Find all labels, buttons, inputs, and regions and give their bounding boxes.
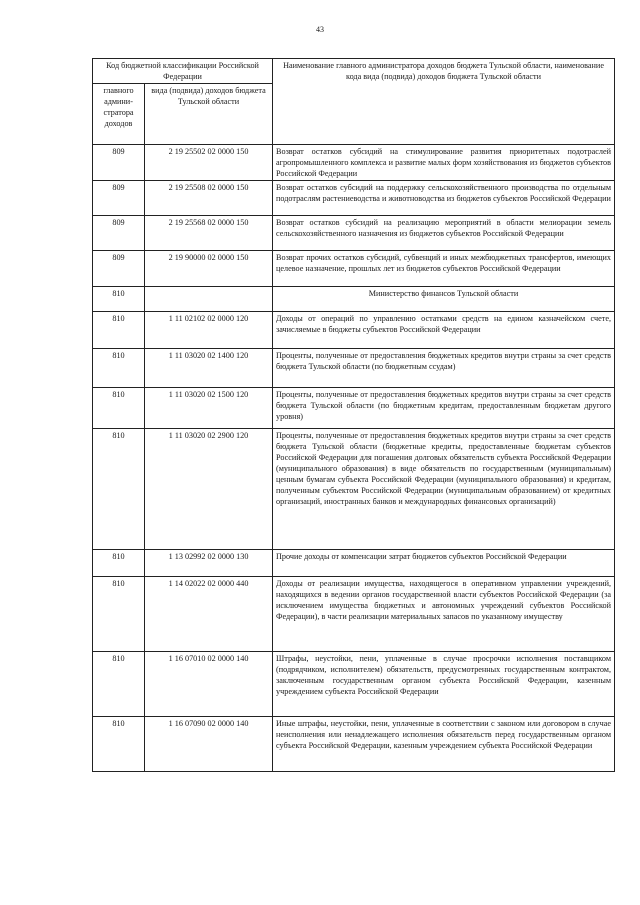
income-name-cell: Штрафы, неустойки, пени, уплаченные в случае просрочки исполнения поставщиком (подрядчиком, исполнителем) обязательств, предусмотренных государственным контрактом, заключенным государственным органом субъекта Российской Федерации, казенным учреждением субъекта Российской Федерации (273, 652, 615, 717)
ministry-name-cell: Министерство финансов Тульской области (273, 287, 615, 312)
header-administrator-name: Наименование главного администратора доходов бюджета Тульской области, наименование кода вида (подвида) доходов бюджета Тульской области (273, 59, 615, 145)
table-row (93, 216, 615, 251)
table-row (93, 388, 615, 429)
table-row (93, 429, 615, 550)
income-name-cell: Проценты, полученные от предоставления бюджетных кредитов внутри страны за счет средств бюджета Тульской области (по бюджетным ссудам) (273, 349, 615, 388)
income-name-cell: Доходы от операций по управлению остатками средств на едином казначейском счете, зачисляемые в бюджеты субъектов Российской Федерации (273, 312, 615, 349)
admin-code-cell: 809 (93, 216, 145, 251)
admin-code-cell: 810 (93, 550, 145, 577)
table-header-row (93, 59, 615, 84)
header-main-administrator: главного админи-стратора доходов (93, 84, 145, 145)
admin-code-cell: 809 (93, 181, 145, 216)
table-row (93, 251, 615, 287)
income-name-cell: Проценты, полученные от предоставления бюджетных кредитов внутри страны за счет средств бюджета Тульской области (по бюджетным кредитам, предоставленным бюджетам другого уровня) (273, 388, 615, 429)
income-code-cell: 2 19 25502 02 0000 150 (145, 145, 273, 181)
income-name-cell: Возврат остатков субсидий на стимулирование развития приоритетных подотраслей агропромышленного комплекса и развитие малых форм хозяйствования из бюджетов субъектов Российской Федерации (273, 145, 615, 181)
income-code-cell: 2 19 25568 02 0000 150 (145, 216, 273, 251)
income-name-cell: Возврат прочих остатков субсидий, субвенций и иных межбюджетных трансфертов, имеющих целевое назначение, прошлых лет из бюджетов субъектов Российской Федерации (273, 251, 615, 287)
income-code-cell: 1 11 03020 02 2900 120 (145, 429, 273, 550)
table-row (93, 181, 615, 216)
table-row (93, 550, 615, 577)
income-code-cell: 1 16 07010 02 0000 140 (145, 652, 273, 717)
admin-code-cell: 810 (93, 717, 145, 772)
table-row (93, 577, 615, 652)
income-code-cell: 1 11 03020 02 1500 120 (145, 388, 273, 429)
income-code-cell: 1 13 02992 02 0000 130 (145, 550, 273, 577)
admin-code-cell: 810 (93, 312, 145, 349)
admin-code-cell: 810 (93, 388, 145, 429)
table-row-ministry (93, 287, 615, 312)
income-name-cell: Проценты, полученные от предоставления бюджетных кредитов внутри страны за счет средств бюджета Тульской области (бюджетные кредиты, предоставленные бюджетам субъектов Российской Федерации для погашения долговых обязательств субъекта Российской Федерации (муниципального образования) в виде обязательств по государственным (муниципальным) ценным бумагам субъекта Российской Федерации (муниципального образования) и кредитам, полученным субъектом Российской Федерации (муниципальным образованием) от кредитных организаций, иностранных банков и международных финансовых организаций) (273, 429, 615, 550)
header-income-kind: вида (подвида) доходов бюджета Тульской области (145, 84, 273, 145)
income-name-cell: Доходы от реализации имущества, находящегося в оперативном управлении учреждений, находящихся в ведении органов государственной власти субъектов Российской Федерации (за исключением имущества бюджетных и автономных учреждений субъектов Российской Федерации), в части реализации материальных запасов по указанному имуществу (273, 577, 615, 652)
admin-code-cell: 810 (93, 652, 145, 717)
income-code-cell: 1 11 03020 02 1400 120 (145, 349, 273, 388)
income-name-cell: Иные штрафы, неустойки, пени, уплаченные в соответствии с законом или договором в случае неисполнения или ненадлежащего исполнения обязательств перед государственным органом субъекта Российской Федерации, казенным учреждением субъекта Российской Федерации (273, 717, 615, 772)
income-code-cell: 2 19 25508 02 0000 150 (145, 181, 273, 216)
income-code-cell: 1 11 02102 02 0000 120 (145, 312, 273, 349)
admin-code-cell: 809 (93, 145, 145, 181)
admin-code-cell: 810 (93, 577, 145, 652)
table-row (93, 312, 615, 349)
budget-classification-table (92, 58, 615, 772)
header-classification-code: Код бюджетной классификации Российской Федерации (93, 59, 273, 84)
admin-code-cell: 810 (93, 287, 145, 312)
income-code-cell: 2 19 90000 02 0000 150 (145, 251, 273, 287)
income-code-cell: 1 14 02022 02 0000 440 (145, 577, 273, 652)
income-name-cell: Возврат остатков субсидий на поддержку сельскохозяйственного производства по отдельным подотраслям растениеводства и животноводства из бюджетов субъектов Российской Федерации (273, 181, 615, 216)
admin-code-cell: 809 (93, 251, 145, 287)
table-row (93, 145, 615, 181)
income-name-cell: Прочие доходы от компенсации затрат бюджетов субъектов Российской Федерации (273, 550, 615, 577)
table-row (93, 652, 615, 717)
table-row (93, 349, 615, 388)
income-code-cell (145, 287, 273, 312)
admin-code-cell: 810 (93, 349, 145, 388)
income-name-cell: Возврат остатков субсидий на реализацию мероприятий в области мелиорации земель сельскохозяйственного назначения из бюджетов субъектов Российской Федерации (273, 216, 615, 251)
admin-code-cell: 810 (93, 429, 145, 550)
table-row (93, 717, 615, 772)
income-code-cell: 1 16 07090 02 0000 140 (145, 717, 273, 772)
page-number: 43 (316, 25, 324, 34)
